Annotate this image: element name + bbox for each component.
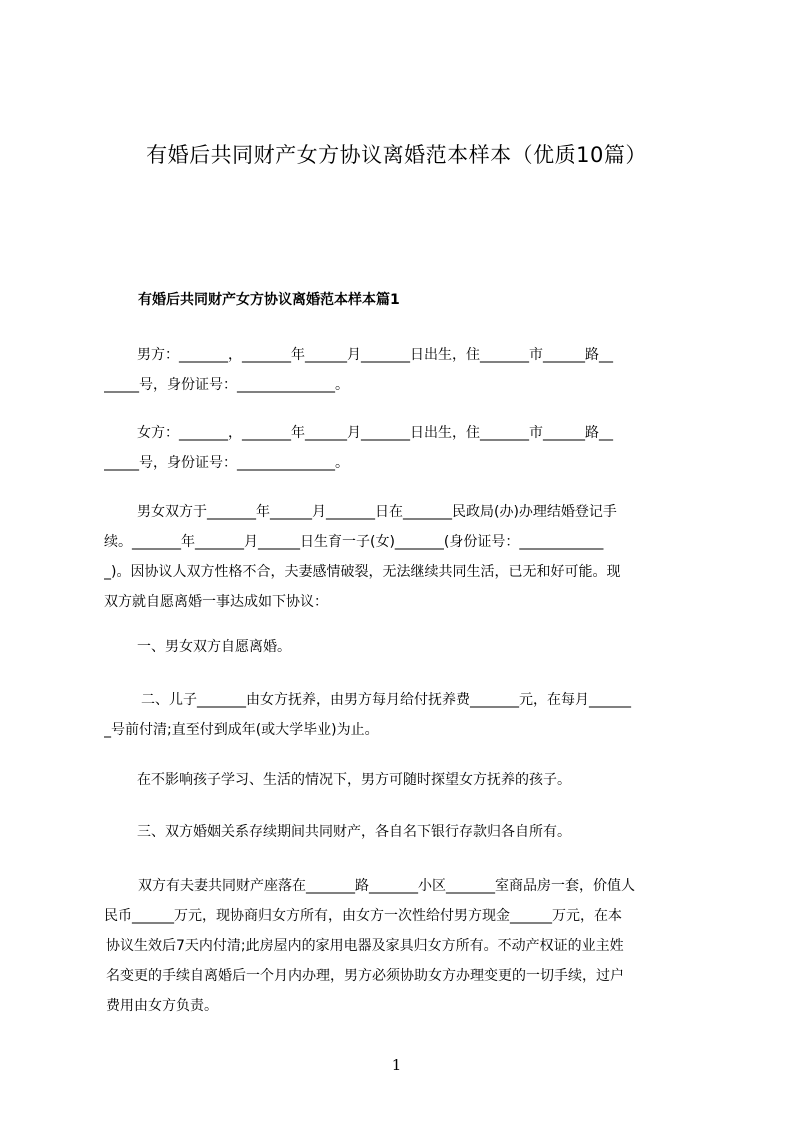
paragraph-line: 女方：_______，_______年______月_______日出生，住_______市______路__ — [137, 425, 613, 441]
paragraph-line: 三、双方婚姻关系存续期间共同财产，各自名下银行存款归各自所有。 — [137, 824, 571, 840]
paragraph-line: _号前付清;直至付到成年(或大学毕业)为止。 — [104, 722, 379, 738]
paragraph-line: _)。因协议人双方性格不合，夫妻感情破裂，无法继续共同生活，已无和好可能。现 — [104, 564, 621, 580]
clause-2 — [104, 685, 709, 745]
paragraph-visitation — [104, 765, 709, 795]
paragraph-line: 费用由女方负责。 — [106, 998, 218, 1014]
paragraph-line: 二、儿子_______由女方抚养，由男方每月给付抚养费_______元，在每月______ — [141, 692, 631, 708]
paragraph-line: 续。_______年_______月______日生育一子(女)_______(身份证号：____________ — [104, 534, 604, 550]
paragraph-property — [104, 871, 709, 1021]
paragraph-line: 双方就自愿离婚一事达成如下协议： — [104, 594, 328, 610]
paragraph-line: 男女双方于_______年______月_______日在_______民政局(办)办理结婚登记手 — [137, 504, 617, 520]
paragraph-line: 一、男女双方自愿离婚。 — [137, 639, 291, 655]
paragraph-line: 男方：_______，_______年______月_______日出生，住_______市______路__ — [137, 347, 613, 363]
section-heading: 有婚后共同财产女方协议离婚范本样本篇1 — [138, 292, 400, 308]
paragraph-marriage-registration — [104, 497, 709, 617]
paragraph-husband-info — [104, 340, 709, 400]
paragraph-line: _____号，身份证号：______________。 — [104, 377, 349, 393]
clause-1 — [104, 632, 709, 662]
document-title: 有婚后共同财产女方协议离婚范本样本（优质10篇） — [146, 143, 647, 167]
page-number: 1 — [391, 1056, 402, 1074]
paragraph-line: 协议生效后7天内付清;此房屋内的家用电器及家具归女方所有。不动产权证的业主姓 — [106, 938, 624, 954]
paragraph-line: 在不影响孩子学习、生活的情况下，男方可随时探望女方抚养的孩子。 — [137, 772, 571, 788]
paragraph-wife-info — [104, 418, 709, 478]
clause-3 — [104, 817, 709, 847]
paragraph-line: 民币______万元，现协商归女方所有，由女方一次性给付男方现金______万元，在本 — [104, 908, 622, 924]
paragraph-line: _____号，身份证号：______________。 — [104, 455, 349, 471]
paragraph-line: 双方有夫妻共同财产座落在_______路_______小区_______室商品房一套，价值人 — [138, 878, 635, 894]
paragraph-line: 名变更的手续自离婚后一个月内办理，男方必须协助女方办理变更的一切手续，过户 — [106, 968, 624, 984]
